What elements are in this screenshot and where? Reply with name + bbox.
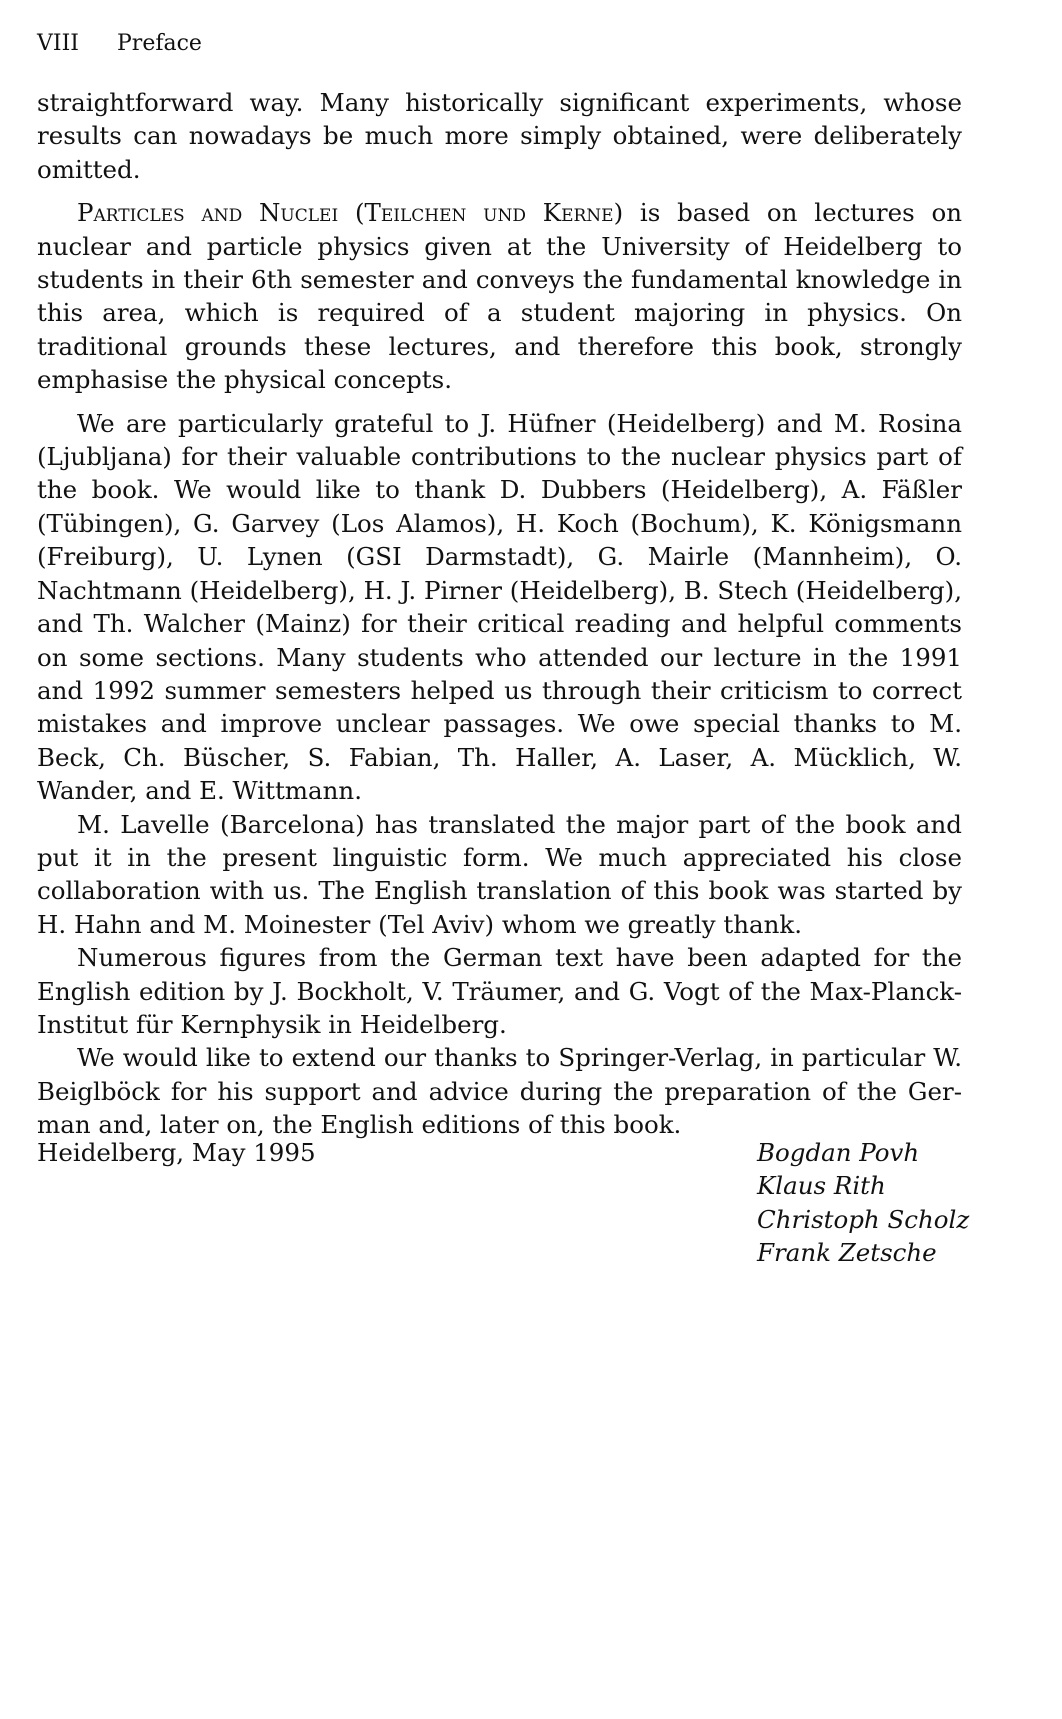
author-name: Frank Zetsche (757, 1238, 937, 1268)
author-name: Bogdan Povh (757, 1138, 920, 1167)
section-title: Preface (117, 31, 202, 56)
author-list (757, 1136, 969, 1270)
preface-body (37, 86, 962, 1142)
place-date: Heidelberg, May 1995 (37, 1138, 316, 1167)
paragraph-publisher: We would like to extend our thanks to Springer-Verlag, in particular W. Beiglböck for his support and advice during the preparation of the German and, later on, the English editions of this book. (37, 1043, 962, 1140)
book-description-text: ) is based on lectures on nuclear and particle physics given at the University of Heidelberg to students in their 6th semester and conveys the fundamental knowledge in this area, which is required of a student majoring in physics. On traditional grounds these lectures, and therefore this book, strongly emphasise the physical concepts. (37, 198, 962, 395)
running-head (37, 30, 202, 58)
author-name: Christoph Scholz (757, 1204, 970, 1234)
paragraph-figures: Numerous figures from the German text have been adapted for the English edition by J. Bockholt, V. Träumer, and G. Vogt of the Max-Planck-Institut für Kernphysik in Heidelberg. (37, 943, 962, 1039)
german-book-title: Teilchen und Kerne (364, 198, 614, 228)
page-number: VIII (37, 31, 79, 56)
paragraph-acknowledgements: We are particularly grateful to J. Hüfner (Heidelberg) and M. Rosina (Ljubljana) for their valuable contributions to the nuclear physics part of the book. We would like to thank D. Dubbers (Heidelberg), A. Fäßler (Tübingen), G. Garvey (Los Alamos), H. Koch (Bochum), K. Königsmann (Freiburg), U. Lynen (GSI Darmstadt), G. Mairle (Mannheim), O. Nachtmann (Heidelberg), H. J. Pirner (Heidelberg), B. Stech (Heidelberg), and Th. Walcher (Mainz) for their critical reading and helpful comments on some sections. Many students who attended our lecture in the 1991 and 1992 summer semesters helped us through their criticism to correct mistakes and improve unclear passages. We owe special thanks to M. Beck, Ch. Büscher, S. Fabian, Th. Haller, A. Laser, A. Mücklich, W. Wander, and E. Wittmann. (37, 408, 962, 806)
paren-open: ( (338, 198, 365, 228)
author-name: Klaus Rith (757, 1171, 886, 1201)
paragraph-translation: M. Lavelle (Barcelona) has translated the major part of the book and put it in the present linguistic form. We much appreciated his close collaboration with us. The English translation of this book was started by H. Hahn and M. Moinester (Tel Aviv) whom we greatly thank. (37, 809, 962, 939)
paragraph-continuation: straightforward way. Many historically significant experiments, whose results can nowadays be much more simply obtained, were deliberately omitted. (37, 88, 962, 184)
paragraph-book-description (37, 196, 962, 396)
book-title: Particles and Nuclei (77, 198, 339, 228)
